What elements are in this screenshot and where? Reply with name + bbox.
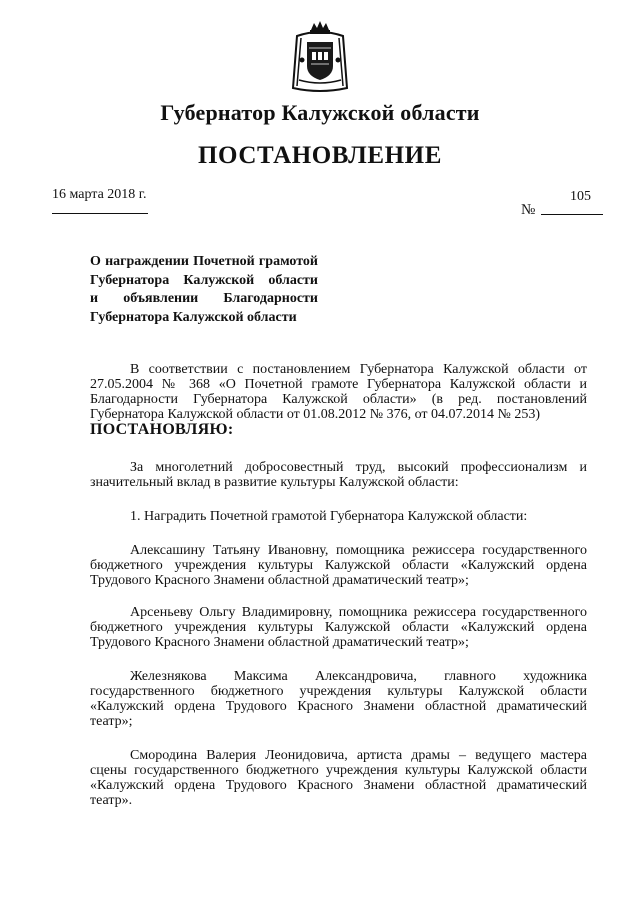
- subject-line: Губернатора Калужской области: [90, 272, 318, 288]
- awardee-text: Смородина Валерия Леонидовича, артиста драмы – ведущего мастера сцены государственного бюджетного учреждения культуры Калужской области «Калужский ордена Трудового Красного Знамени областной драматический театр».: [90, 748, 587, 808]
- reason-text: За многолетний добросовестный труд, высокий профессионализм и значительный вклад в развитие культуры Калужской области:: [90, 460, 587, 490]
- subject-line: Губернатора Калужской области: [90, 309, 297, 325]
- document-type: ПОСТАНОВЛЕНИЕ: [197, 142, 443, 169]
- item-1-paragraph: [90, 509, 587, 524]
- governor-title: Губернатор Калужской области: [160, 100, 480, 125]
- awardee-text: Арсеньеву Ольгу Владимировну, помощника режиссера государственного бюджетного учреждения культуры Калужской области «Калужский ордена Трудового Красного Знамени областной драматический театр»;: [90, 605, 587, 650]
- date-underline: [52, 213, 148, 214]
- awardee-paragraph: [90, 669, 587, 729]
- document-subject: [90, 253, 318, 327]
- document-number: 105: [570, 189, 591, 204]
- item-1-text: 1. Наградить Почетной грамотой Губернатора Калужской области:: [130, 509, 528, 524]
- awardee-text: Железнякова Максима Александровича, главного художника государственного бюджетного учреждения культуры Калужской области «Калужский ордена Трудового Красного Знамени областной драматический театр»;: [90, 669, 587, 729]
- awardee-paragraph: [90, 543, 587, 588]
- number-sign: №: [521, 202, 536, 218]
- awardee-paragraph: [90, 605, 587, 650]
- preamble-text: В соответствии с постановлением Губернатора Калужской области от 27.05.2004 № 368 «О Почетной грамоте Губернатора Калужской области и Благодарности Губернатора Калужской области» (в ред. постановлений Губернатора Калужской области от 01.08.2012 № 376, от 04.07.2014 № 253): [90, 362, 587, 422]
- awardee-paragraph: [90, 748, 587, 808]
- coat-of-arms-emblem: [287, 20, 353, 94]
- subject-line: О награждении Почетной грамотой: [90, 254, 318, 269]
- reason-paragraph: [90, 460, 587, 490]
- decree-word: ПОСТАНОВЛЯЮ:: [90, 421, 234, 438]
- number-underline: [541, 214, 603, 215]
- document-date: 16 марта 2018 г.: [52, 187, 147, 202]
- subject-line: и объявлении Благодарности: [90, 291, 318, 306]
- preamble-paragraph: [90, 362, 587, 438]
- awardee-text: Алексашину Татьяну Ивановну, помощника режиссера государственного бюджетного учреждения культуры Калужской области «Калужский ордена Трудового Красного Знамени областной драматический театр»;: [90, 543, 587, 588]
